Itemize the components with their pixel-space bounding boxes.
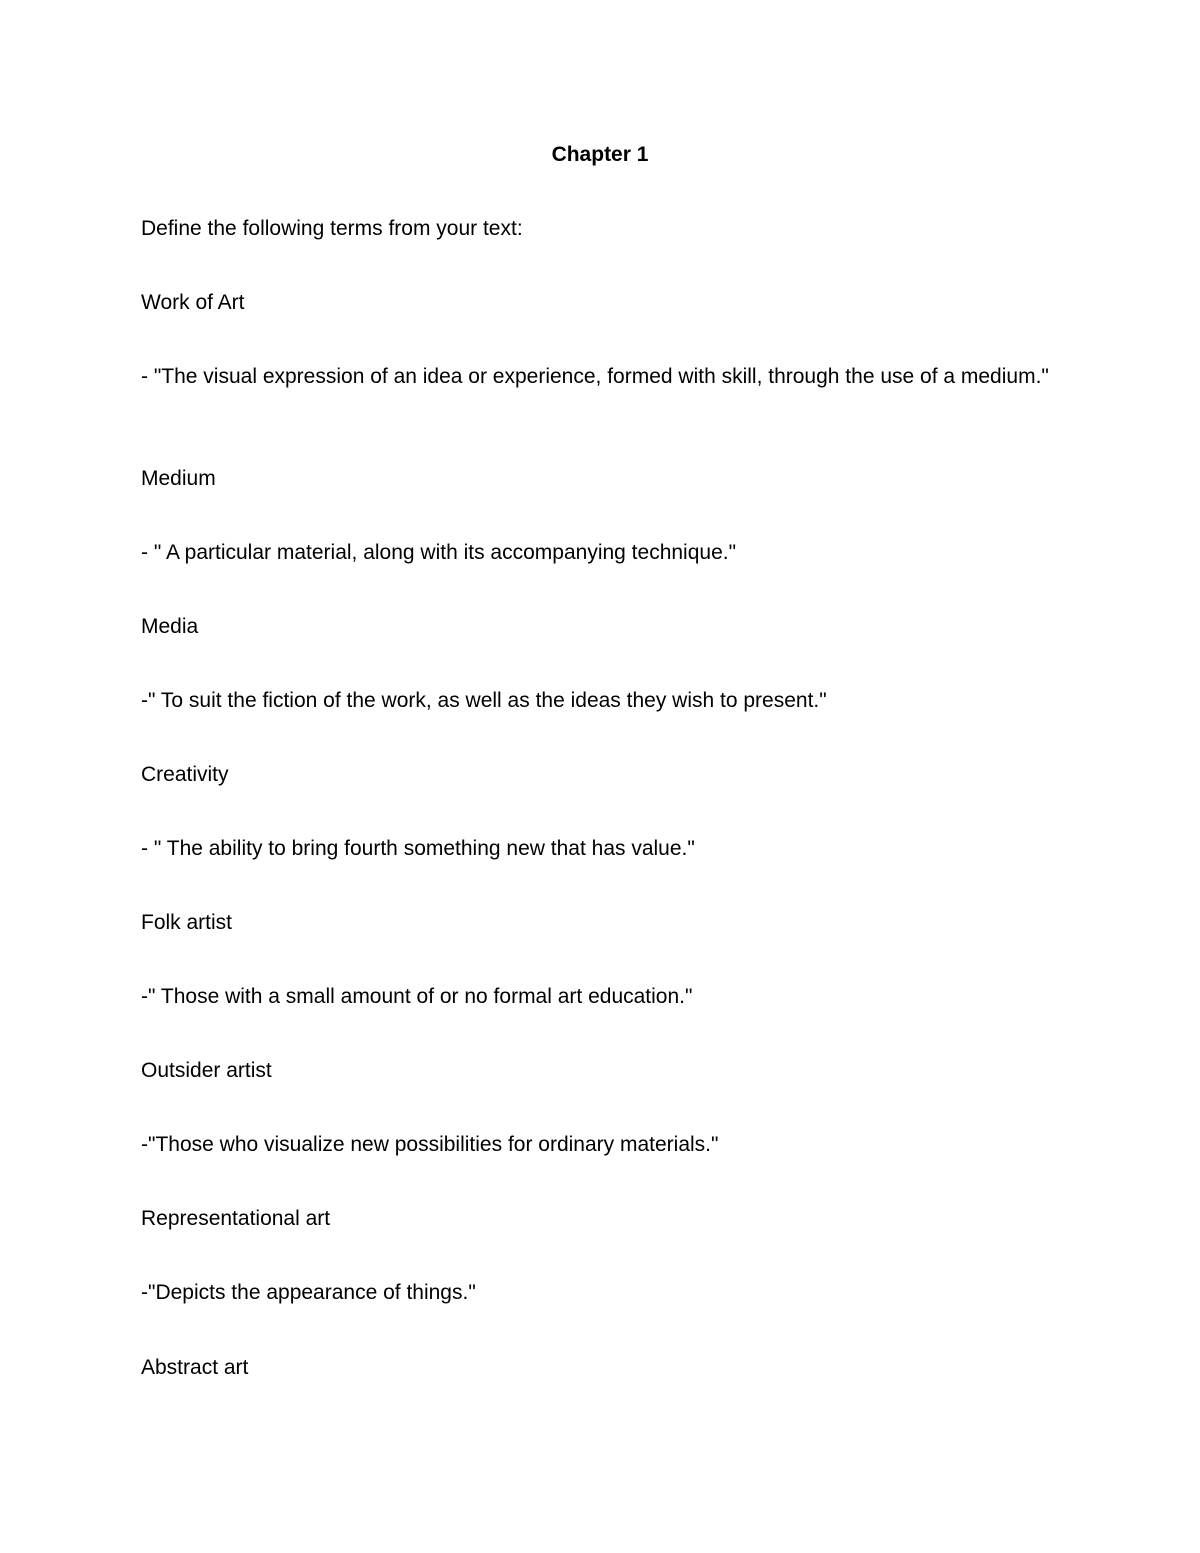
definition-medium: - " A particular material, along with its accompanying technique."	[141, 541, 737, 564]
term-abstract-art: Abstract art	[141, 1356, 249, 1379]
term-medium: Medium	[141, 467, 216, 490]
instructions-text: Define the following terms from your text:	[141, 217, 523, 240]
definition-outsider-artist: -"Those who visualize new possibilities for ordinary materials."	[141, 1133, 719, 1156]
term-folk-artist: Folk artist	[141, 911, 233, 934]
page-title: Chapter 1	[551, 143, 649, 166]
term-representational-art: Representational art	[141, 1207, 331, 1230]
term-outsider-artist: Outsider artist	[141, 1059, 272, 1082]
definition-work-of-art: - "The visual expression of an idea or experience, formed with skill, through the use of a medium."	[141, 365, 1049, 388]
definition-representational-art: -"Depicts the appearance of things."	[141, 1281, 476, 1304]
definition-creativity: - " The ability to bring fourth something new that has value."	[141, 837, 695, 860]
term-media: Media	[141, 615, 199, 638]
definition-folk-artist: -" Those with a small amount of or no formal art education."	[141, 985, 693, 1008]
term-creativity: Creativity	[141, 763, 229, 786]
term-work-of-art: Work of Art	[141, 291, 245, 314]
definition-media: -" To suit the fiction of the work, as well as the ideas they wish to present."	[141, 689, 827, 712]
